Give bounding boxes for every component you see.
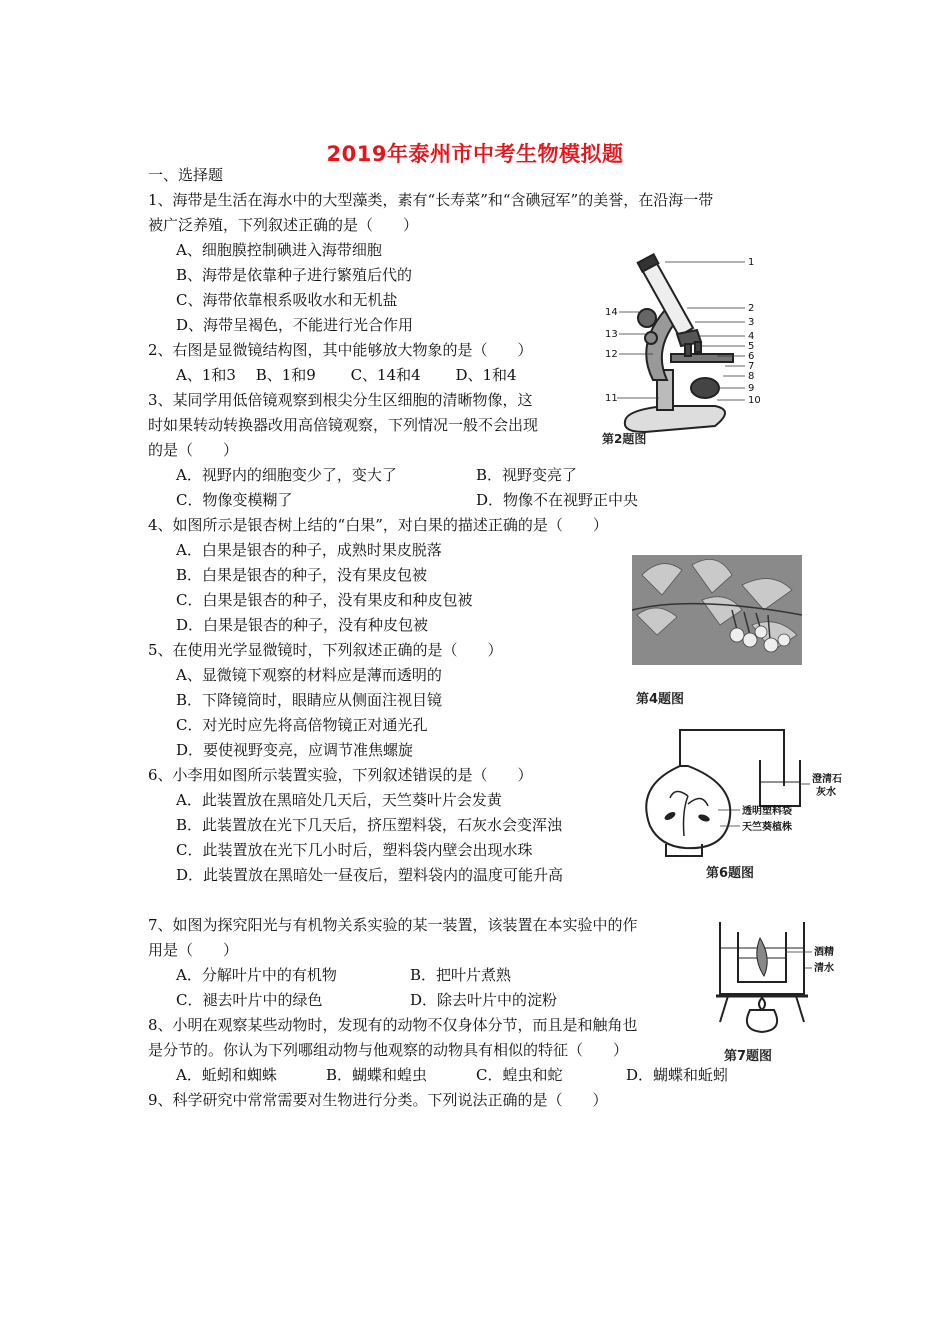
label-4: 4 xyxy=(748,331,755,342)
text-line: A．此装置放在黑暗处几天后，天竺葵叶片会发黄 xyxy=(176,791,502,809)
text-line: C．白果是银杏的种子，没有果皮和种皮包被 xyxy=(176,591,473,609)
text-line: A、1和3 B、1和9 C、14和4 D、1和4 xyxy=(176,366,517,384)
text-line: 6、小李用如图所示装置实验，下列叙述错误的是（ ） xyxy=(148,766,533,784)
text-line: D．除去叶片中的淀粉 xyxy=(410,991,558,1009)
figure-ginkgo-photo xyxy=(632,555,802,665)
page-title: 2019年泰州市中考生物模拟题 xyxy=(326,142,624,166)
label-10: 10 xyxy=(748,395,761,406)
text-line: D、海带呈褐色，不能进行光合作用 xyxy=(176,316,414,334)
label-14: 14 xyxy=(605,307,618,318)
microscope-illustration xyxy=(605,250,775,450)
text-line: C．蝗虫和蛇 xyxy=(476,1066,563,1084)
label-geranium: 天竺葵植株 xyxy=(742,822,792,833)
text-line: 的是（ ） xyxy=(148,441,239,459)
text-line: 被广泛养殖，下列叙述正确的是（ ） xyxy=(148,216,419,234)
text-line: C、海带依靠根系吸收水和无机盐 xyxy=(176,291,398,309)
bag-apparatus-illustration xyxy=(640,726,860,861)
text-line: D．白果是银杏的种子，没有种皮包被 xyxy=(176,616,429,634)
text-line: B．把叶片煮熟 xyxy=(410,966,512,984)
label-limewater-2: 灰水 xyxy=(816,787,836,798)
label-alcohol: 酒精 xyxy=(814,947,834,958)
figure-microscope xyxy=(605,250,775,450)
label-7: 7 xyxy=(748,361,755,372)
text-line: D．蝴蝶和蚯蚓 xyxy=(626,1066,729,1084)
label-water: 清水 xyxy=(814,963,834,974)
label-12: 12 xyxy=(605,349,618,360)
text-line: B．下降镜筒时，眼睛应从侧面注视目镜 xyxy=(176,691,443,709)
text-line: B．视野变亮了 xyxy=(476,466,578,484)
text-line: C．褪去叶片中的绿色 xyxy=(176,991,323,1009)
text-line: D．此装置放在黑暗处一昼夜后，塑料袋内的温度可能升高 xyxy=(176,866,564,884)
text-line: C．物像变模糊了 xyxy=(176,491,293,509)
figure-water-bath xyxy=(712,918,842,1040)
caption-fig7: 第7题图 xyxy=(724,1049,773,1064)
text-line: A．视野内的细胞变少了，变大了 xyxy=(176,466,397,484)
text-line: A．分解叶片中的有机物 xyxy=(176,966,337,984)
label-13: 13 xyxy=(605,329,618,340)
label-6: 6 xyxy=(748,351,755,362)
text-line: 8、小明在观察某些动物时，发现有的动物不仅身体分节，而且是和触角也 xyxy=(148,1016,638,1034)
text-line: 时如果转动转换器改用高倍镜观察，下列情况一般不会出现 xyxy=(148,416,539,434)
text-line: 是分节的。你认为下列哪组动物与他观察的动物具有相似的特征（ ） xyxy=(148,1041,629,1059)
caption-fig2: 第2题图 xyxy=(602,432,647,446)
text-line: B．此装置放在光下几天后，挤压塑料袋，石灰水会变浑浊 xyxy=(176,816,563,834)
caption-fig6: 第6题图 xyxy=(706,866,755,881)
caption-fig4: 第4题图 xyxy=(636,692,685,707)
text-line: B、海带是依靠种子进行繁殖后代的 xyxy=(176,266,413,284)
text-line: B．白果是银杏的种子，没有果皮包被 xyxy=(176,566,428,584)
label-limewater-1: 澄清石 xyxy=(812,774,842,785)
label-8: 8 xyxy=(748,371,755,382)
text-line: 一、选择题 xyxy=(148,166,224,184)
text-line: 5、在使用光学显微镜时，下列叙述正确的是（ ） xyxy=(148,641,503,659)
text-line: 2、右图是显微镜结构图，其中能够放大物象的是（ ） xyxy=(148,341,533,359)
text-line: 4、如图所示是银杏树上结的“白果”，对白果的描述正确的是（ ） xyxy=(148,516,608,534)
label-plastic-bag: 透明塑料袋 xyxy=(742,806,792,817)
water-bath-illustration xyxy=(712,918,842,1040)
label-11: 11 xyxy=(605,393,618,404)
text-line: B．蝴蝶和蝗虫 xyxy=(326,1066,428,1084)
text-line: 7、如图为探究阳光与有机物关系实验的某一装置，该装置在本实验中的作 xyxy=(148,916,638,934)
ginkgo-image xyxy=(632,555,802,665)
text-line: A．白果是银杏的种子，成熟时果皮脱落 xyxy=(176,541,442,559)
label-5: 5 xyxy=(748,341,755,352)
text-line: A．蚯蚓和蜘蛛 xyxy=(176,1066,277,1084)
text-line: 用是（ ） xyxy=(148,941,239,959)
figure-bag-apparatus xyxy=(640,726,860,861)
text-line: C．此装置放在光下几小时后，塑料袋内壁会出现水珠 xyxy=(176,841,533,859)
text-line: A、显微镜下观察的材料应是薄而透明的 xyxy=(176,666,442,684)
label-9: 9 xyxy=(748,383,755,394)
text-line: 9、科学研究中常常需要对生物进行分类。下列说法正确的是（ ） xyxy=(148,1091,608,1109)
label-1: 1 xyxy=(748,257,755,268)
label-2: 2 xyxy=(748,303,755,314)
text-line: D．物像不在视野正中央 xyxy=(476,491,639,509)
text-line: C．对光时应先将高倍物镜正对通光孔 xyxy=(176,716,428,734)
text-line: 3、某同学用低倍镜观察到根尖分生区细胞的清晰物像，这 xyxy=(148,391,533,409)
text-line: D．要使视野变亮，应调节准焦螺旋 xyxy=(176,741,414,759)
label-3: 3 xyxy=(748,317,755,328)
text-line: 1、海带是生活在海水中的大型藻类，素有“长寿菜”和“含碘冠军”的美誉，在沿海一带 xyxy=(148,191,714,209)
text-line: A、细胞膜控制碘进入海带细胞 xyxy=(176,241,382,259)
